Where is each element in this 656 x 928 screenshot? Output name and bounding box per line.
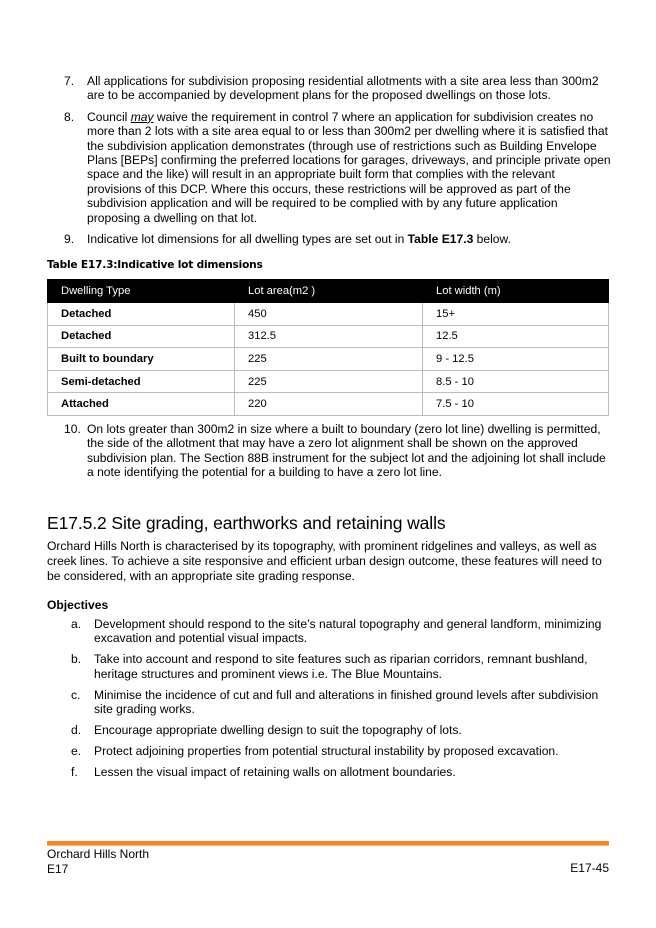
cell-lot-area: 220 [235,393,423,416]
table-header-row [48,280,609,303]
table-header-lot-width: Lot width (m) [423,280,609,303]
cell-lot-width: 8.5 - 10 [423,370,609,393]
cell-dwelling-type: Semi-detached [48,370,235,393]
table-reference: Table E17.3 [407,232,474,247]
list-item [47,422,612,480]
cell-dwelling-type: Detached [48,303,235,326]
list-item-number: f. [71,764,78,779]
objectives-heading: Objectives [47,598,109,612]
page-number: E17-45 [570,861,609,875]
footer-title: Orchard Hills North [47,847,150,861]
list-item-text [87,74,599,102]
list-item [47,617,612,646]
cell-lot-width: 12.5 [423,325,609,348]
table-row [48,393,609,416]
footer-rule [47,841,609,846]
table-row [48,348,609,371]
controls-list-top [47,74,612,246]
table-title: Table E17.3:Indicative lot dimensions [47,259,263,271]
cell-lot-width: 15+ [423,303,609,326]
list-item-number: a. [71,617,82,631]
list-item-text: Protect adjoining properties from potential structural instability by proposed excavation. [94,743,559,758]
text-segment: Council [87,109,131,124]
section-intro: Orchard Hills North is characterised by its topography, with prominent ridgelines and valleys, as well as creek lines. To achieve a site responsive and efficient urban design outcome, these features will need to be considered, with an appropriate site grading response. [47,539,602,583]
footer-document-name [47,847,149,877]
objectives-list [47,617,612,779]
cell-lot-area: 225 [235,348,423,371]
table-header-dwelling-type: Dwelling Type [48,280,235,303]
text-segment: waive the requirement in control 7 where an application for subdivision creates no more than 2 lots with a site area equal to or less than 300m2 per dwelling where it is satisfied that the subdivision application demonstrates (through use of restrictions such as Building Envelope Plans [BEPs] confirming the preferred locations for garages, driveways, and principle private open space and the like) will result in an appropriate built form that complies with the relevant provisions of this DCP. Where this occurs, these restrictions will be approved as part of the subdivision application and will be required to be complied with by any future application proposing a dwelling on that lot. [87,109,611,225]
list-item [47,765,612,779]
list-item [47,74,612,103]
list-item-number: c. [71,687,81,702]
table-row [48,325,609,348]
list-item-text: Lessen the visual impact of retaining walls on allotment boundaries. [94,764,456,779]
table-header-lot-area: Lot area(m2 ) [235,280,423,303]
list-item-text: Encourage appropriate dwelling design to suit the topography of lots. [94,722,462,737]
list-item-text [87,422,606,479]
list-item-number: b. [71,652,82,667]
table-row [48,370,609,393]
list-item-text [87,232,511,246]
emphasis-text: may [130,109,154,124]
list-item [47,688,612,717]
cell-lot-area: 312.5 [235,325,423,348]
table-row [48,303,609,326]
list-item-text [87,110,611,225]
footer-section: E17 [47,862,69,876]
lot-dimensions-table [47,279,609,416]
list-item [47,652,612,681]
cell-dwelling-type: Built to boundary [48,348,235,371]
cell-dwelling-type: Detached [48,325,235,348]
section-heading: E17.5.2 Site grading, earthworks and retaining walls [47,513,446,533]
list-item-number: e. [71,743,82,758]
list-item-number: 10. [64,422,81,436]
text-segment: All applications for subdivision proposing residential allotments with a site area less than 300m2 are to be accompanied by development plans for the proposed dwellings on those lots. [87,74,599,103]
controls-list-bottom [47,422,612,480]
list-item-number: 7. [64,74,75,88]
list-item-number: d. [71,722,82,737]
cell-lot-area: 225 [235,370,423,393]
list-item-number: 8. [64,109,75,124]
text-segment: On lots greater than 300m2 in size where a built to boundary (zero lot line) dwelling is permitted, the side of the allotment that may have a zero lot alignment shall be shown on the approved subdivision plan. The Section 88B instrument for the subject lot and the adjoining lot shall include a note identifying the potential for a building to have a zero lot line. [87,422,606,480]
text-segment: Indicative lot dimensions for all dwelling types are set out in [87,232,408,247]
list-item [47,744,612,758]
cell-lot-width: 9 - 12.5 [423,348,609,371]
list-item-text: Take into account and respond to site features such as riparian corridors, remnant bushland, heritage structures and prominent views i.e. The Blue Mountains. [94,652,588,681]
list-item-text: Minimise the incidence of cut and full and alterations in finished ground levels after subdivision site grading works. [94,687,599,717]
cell-lot-area: 450 [235,303,423,326]
cell-dwelling-type: Attached [48,393,235,416]
list-item [47,232,612,246]
text-segment: below. [473,232,511,247]
list-item [47,723,612,737]
cell-lot-width: 7.5 - 10 [423,393,609,416]
list-item [47,110,612,225]
list-item-text: Development should respond to the site’s natural topography and general landform, minimizing excavation and potential visual impacts. [94,617,602,646]
list-item-number: 9. [64,232,75,247]
